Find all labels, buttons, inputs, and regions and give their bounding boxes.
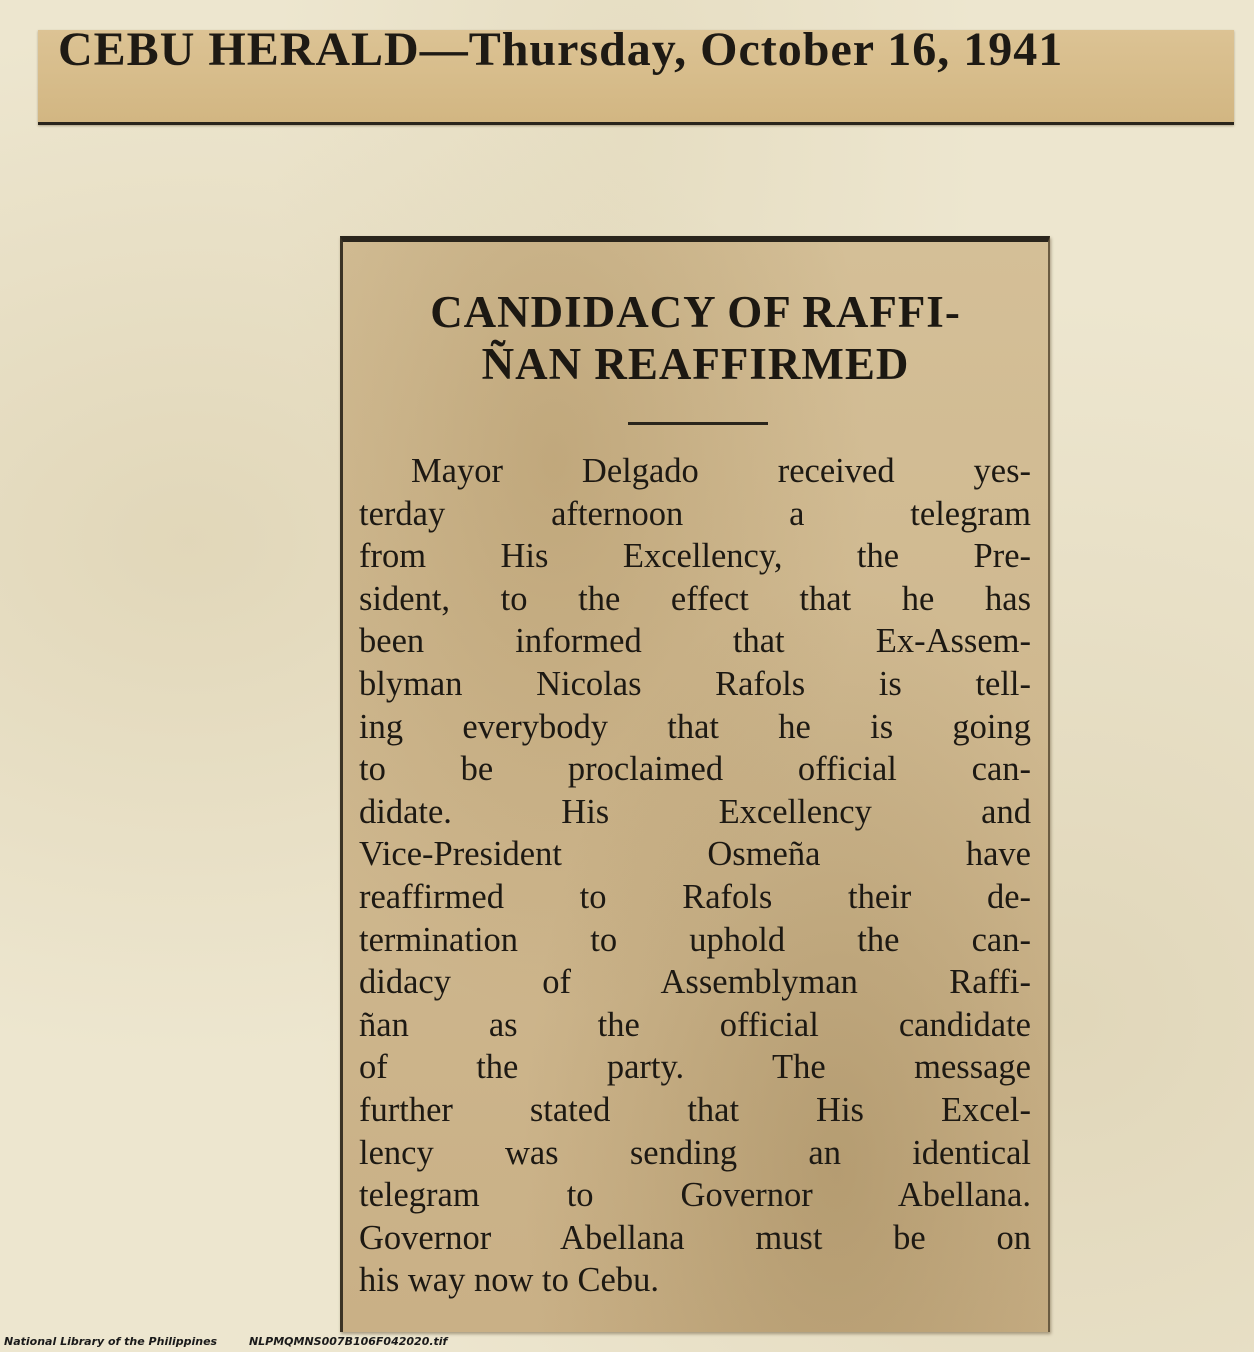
body-line: Vice-President Osmeña have: [359, 835, 1031, 874]
body-line: reaffirmed to Rafols their de-: [359, 877, 1031, 916]
institution-label: National Library of the Philippines: [4, 1335, 218, 1348]
body-line: telegram to Governor Abellana.: [359, 1176, 1031, 1215]
body-line: ñan as the official candidate: [359, 1005, 1031, 1044]
body-line: sident, to the effect that he has: [359, 579, 1031, 618]
body-line: didacy of Assemblyman Raffi-: [359, 963, 1031, 1002]
body-line: ing everybody that he is going: [359, 707, 1031, 746]
body-line: terday afternoon a telegram: [359, 494, 1031, 533]
headline-line-1: CANDIDACY OF RAFFI-: [430, 287, 961, 337]
scan-credit: [4, 1335, 447, 1348]
body-line: termination to uphold the can-: [359, 920, 1031, 959]
article-body: [359, 450, 1031, 1302]
body-line: lency was sending an identical: [359, 1133, 1031, 1172]
body-line: been informed that Ex-Assem-: [359, 622, 1031, 661]
article-headline: [343, 286, 1048, 390]
body-line: to be proclaimed official can-: [359, 750, 1031, 789]
body-line: further stated that His Excel-: [359, 1090, 1031, 1129]
body-line: didate. His Excellency and: [359, 792, 1031, 831]
body-line: of the party. The message: [359, 1048, 1031, 1087]
masthead-title: CEBU HERALD—Thursday, October 16, 1941: [58, 23, 1064, 76]
article-clipping: [340, 236, 1050, 1332]
scan-filename: NLPMQMNS007B106F042020.tif: [248, 1335, 448, 1348]
body-line: Mayor Delgado received yes-: [411, 452, 1031, 490]
body-line: blyman Nicolas Rafols is tell-: [359, 664, 1031, 703]
body-line: from His Excellency, the Pre-: [359, 537, 1031, 576]
headline-divider: [628, 422, 768, 425]
body-line: Governor Abellana must be on: [359, 1218, 1031, 1257]
headline-line-2: ÑAN REAFFIRMED: [481, 339, 910, 389]
body-line: his way now to Cebu.: [359, 1261, 659, 1300]
